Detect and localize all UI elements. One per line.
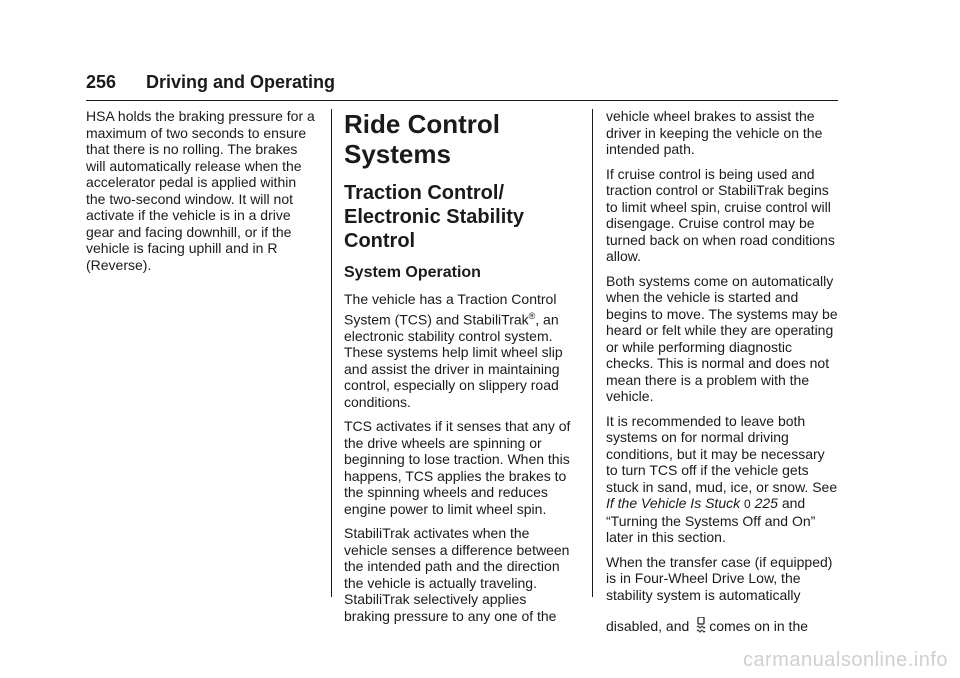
- paragraph: HSA holds the braking pressure for a maximum of two seconds to ensure that there is no rolling. The brakes will automatically release when the accelerator pedal is applied within the two-second window. It will not activate if the vehicle is in a drive gear and facing downhill, or if the vehicle is facing uphill and in R (Reverse).: [86, 108, 315, 273]
- text: comes on in the: [709, 618, 809, 634]
- watermark: carmanualsonline.info: [742, 649, 948, 671]
- paragraph: [606, 617, 838, 635]
- column-divider: [592, 109, 593, 597]
- text: The vehicle has a Traction Control System (TCS) and StabiliTrak: [344, 291, 557, 328]
- paragraph: TCS activates if it senses that any of the drive wheels are spinning or beginning to lose traction. When this happens, TCS applies the brakes to the spinning wheels and reduces engine power to limit wheel spin.: [344, 418, 571, 517]
- registered-mark: ®: [528, 310, 536, 321]
- text: , an electronic stability control system. These systems help limit wheel slip and assist the driver in maintaining control, especially on slippery road conditions.: [344, 311, 563, 410]
- page-ref-arrow-icon: 0: [744, 497, 751, 511]
- page-number: 256: [86, 72, 117, 92]
- heading-system-operation: System Operation: [344, 264, 481, 281]
- traction-control-off-icon: [695, 617, 707, 633]
- paragraph: Both systems come on automatically when the vehicle is started and begins to move. The systems may be heard or felt while they are operating or while performing diagnostic checks. This is normal and does not mean there is a problem with the vehicle.: [606, 272, 838, 404]
- paragraph: [344, 291, 576, 410]
- cross-reference-link[interactable]: If the Vehicle Is Stuck: [606, 495, 741, 511]
- paragraph: When the transfer case (if equipped) is in Four-Wheel Drive Low, the stability system is automatically: [606, 553, 833, 603]
- page-header: [86, 70, 838, 101]
- column-divider: [331, 109, 332, 597]
- heading-ride-control: Ride Control Systems: [344, 109, 500, 169]
- text: and “Turning the Systems Off and On” later in this section.: [606, 495, 816, 545]
- heading-traction-control: Traction Control/ Electronic Stability Control: [344, 182, 525, 252]
- column-1: [86, 108, 318, 281]
- column-3: [606, 108, 838, 643]
- text: disabled, and: [606, 618, 690, 634]
- page-reference[interactable]: 225: [754, 495, 778, 511]
- paragraph: vehicle wheel brakes to assist the driver in keeping the vehicle on the intended path.: [606, 108, 823, 157]
- text: It is recommended to leave both systems on for normal driving conditions, but it may be necessary to turn TCS off if the vehicle gets stuck in sand, mud, ice, or snow. See: [606, 412, 838, 495]
- paragraph: StabiliTrak activates when the vehicle senses a difference between the intended path and the direction the vehicle is actually traveling. StabiliTrak selectively applies braking pressure to any one of the: [344, 525, 570, 624]
- paragraph: [606, 413, 838, 546]
- paragraph: If cruise control is being used and traction control or StabiliTrak begins to limit wheel spin, cruise control will disengage. Cruise control may be turned back on when road conditions allow.: [606, 165, 835, 264]
- column-2: [344, 109, 576, 632]
- section-title: Driving and Operating: [146, 72, 336, 92]
